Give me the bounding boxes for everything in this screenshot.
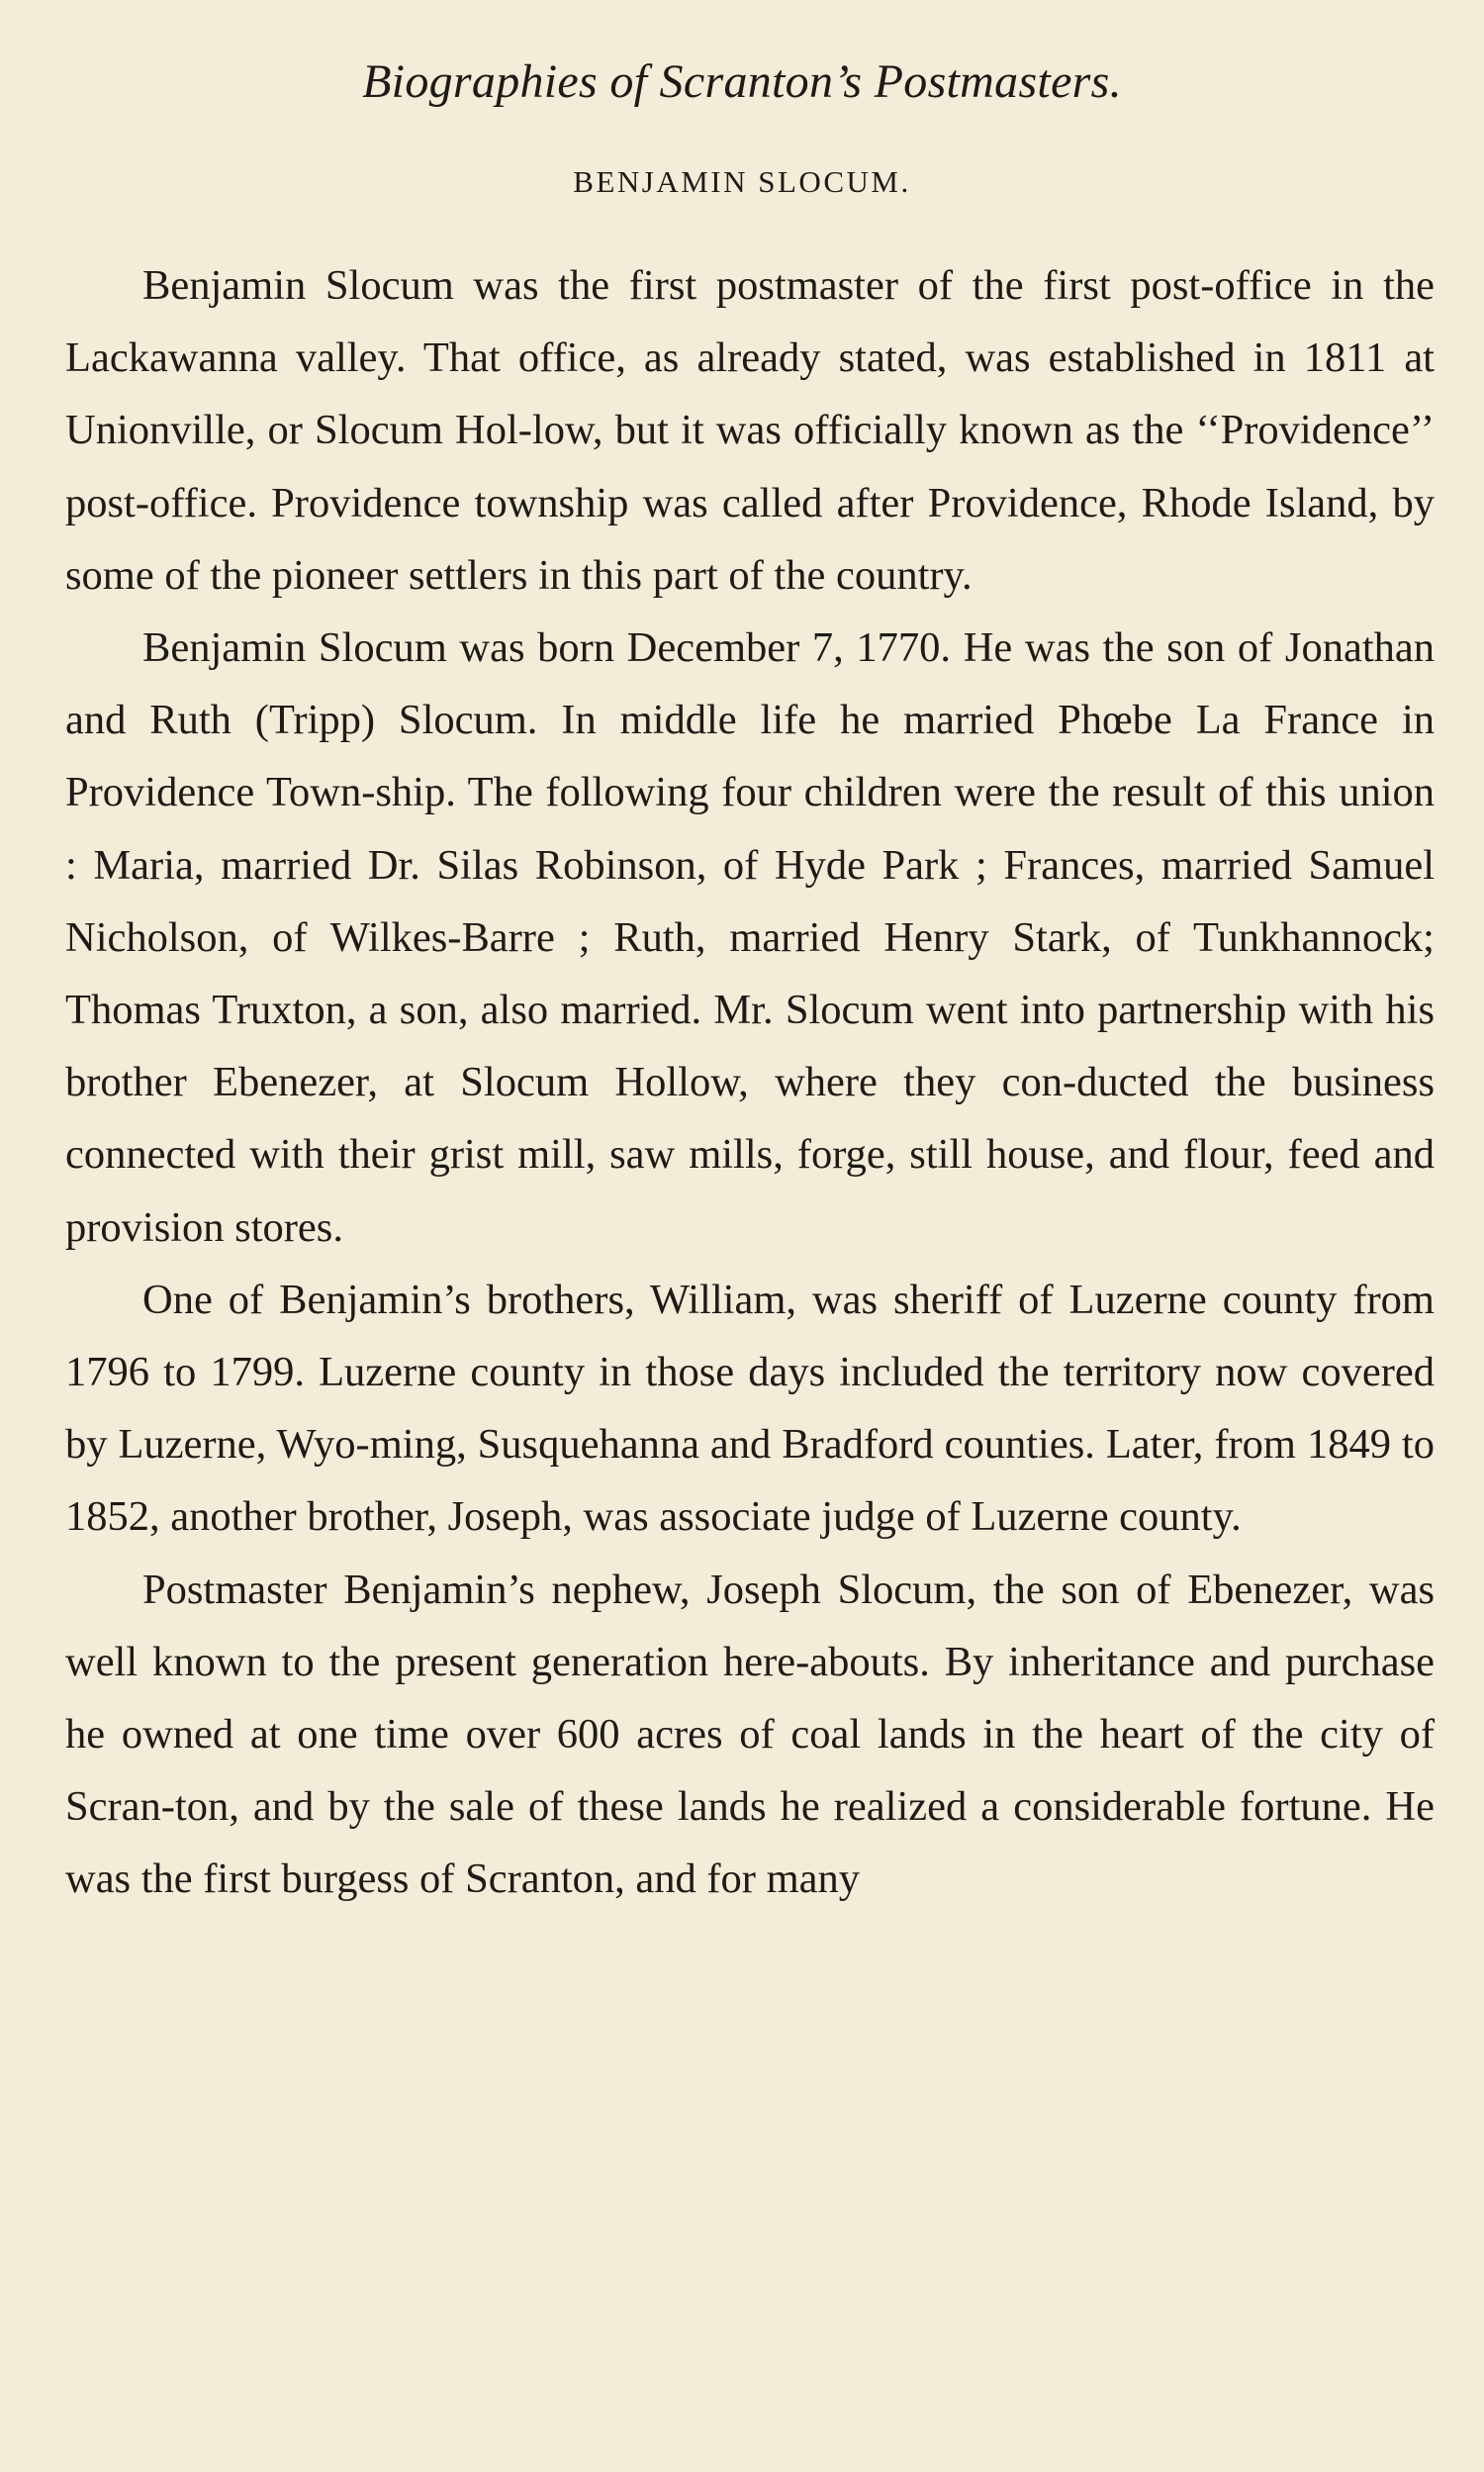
chapter-title: BENJAMIN SLOCUM. bbox=[573, 164, 911, 199]
paragraph: Benjamin Slocum was the first postmaster of the first post-office in the Lackawanna valley. That office, as already stated, was established in 1811 at Unionville, or Slocum Hol-low, but it was officially known as the ‘‘Providence’’ post-office. Providence township was called after Providence, Rhode Island, by some of the pioneer settlers in this part of the country. bbox=[65, 262, 1435, 599]
body-text bbox=[65, 249, 1435, 1916]
running-head: Biographies of Scranton’s Postmasters. bbox=[362, 55, 1122, 108]
paragraph: One of Benjamin’s brothers, William, was sheriff of Luzerne county from 1796 to 1799. Luzerne county in those days included the territory now covered by Luzerne, Wyo-ming, Susquehanna and Bradford counties. Later, from 1849 to 1852, another brother, Joseph, was associate judge of Luzerne county. bbox=[65, 1276, 1435, 1541]
paragraph: Benjamin Slocum was born December 7, 1770. He was the son of Jonathan and Ruth (Tripp) Slocum. In middle life he married Phœbe La France in Providence Town-ship. The following four children were the result of this union : Maria, married Dr. Silas Robinson, of Hyde Park ; Frances, married Samuel Nicholson, of Wilkes-Barre ; Ruth, married Henry Stark, of Tunkhannock; Thomas Truxton, a son, also married. Mr. Slocum went into partnership with his brother Ebenezer, at Slocum Hollow, where they con-ducted the business connected with their grist mill, saw mills, forge, still house, and flour, feed and provision stores. bbox=[65, 624, 1435, 1251]
paragraph: Postmaster Benjamin’s nephew, Joseph Slocum, the son of Ebenezer, was well known to the present generation here-abouts. By inheritance and purchase he owned at one time over 600 acres of coal lands in the heart of the city of Scran-ton, and by the sale of these lands he realized a considerable fortune. He was the first burgess of Scranton, and for many bbox=[65, 1566, 1435, 1903]
